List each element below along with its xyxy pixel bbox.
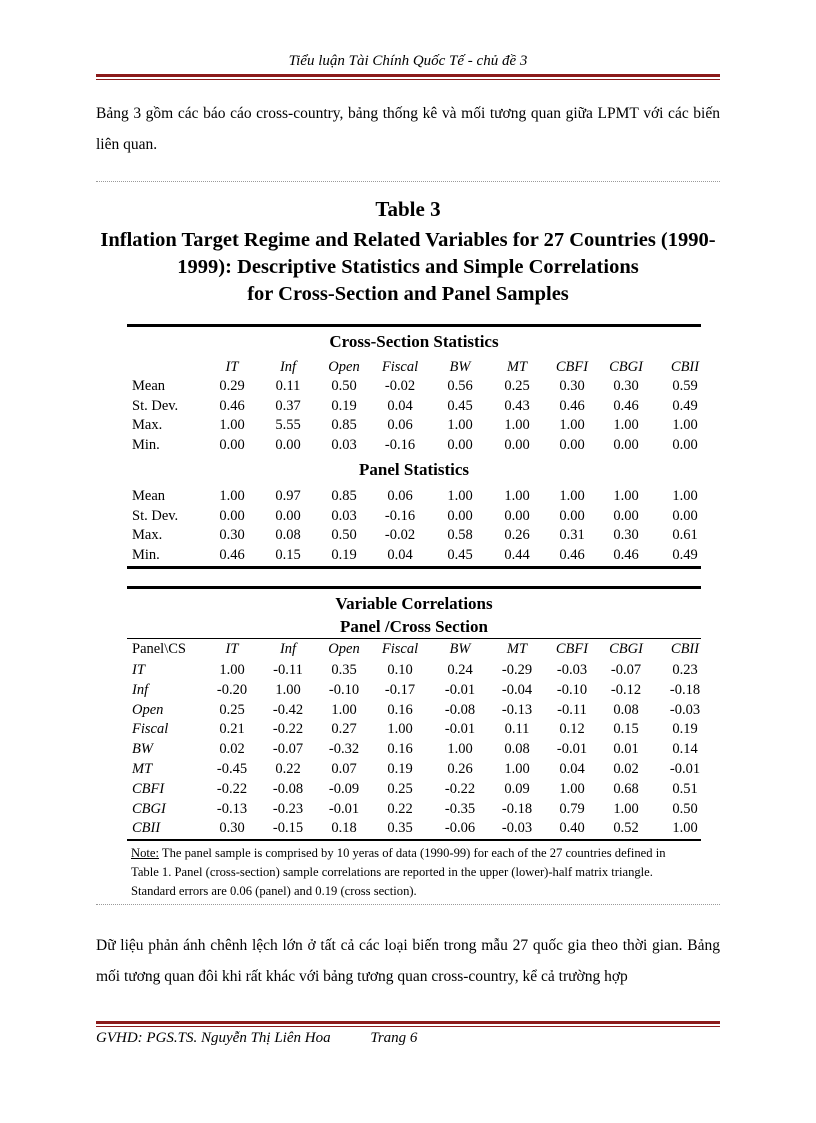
- table-cell: 1.00: [559, 780, 585, 797]
- table-cell: 0.23: [672, 662, 698, 678]
- table-cell: 0.58: [447, 527, 473, 544]
- column-header: CBII: [670, 641, 700, 657]
- table-cell: 0.30: [613, 527, 639, 544]
- table-cell: 1.00: [504, 417, 530, 434]
- table-cell: 0.14: [672, 741, 698, 758]
- table-cell: 0.25: [387, 780, 413, 797]
- table-cell: 0.37: [275, 397, 301, 414]
- table-cell: 0.00: [559, 437, 585, 454]
- table-cell: 0.50: [331, 527, 357, 544]
- table-cell: 0.00: [672, 507, 698, 524]
- table-note: [131, 844, 701, 901]
- table-cell: 0.30: [613, 378, 639, 394]
- row-label: Mean: [132, 488, 166, 504]
- table-cell: 0.44: [504, 547, 530, 564]
- table-cell: 1.00: [219, 417, 245, 434]
- column-header: Inf: [279, 641, 297, 657]
- panel-row: [127, 527, 701, 547]
- column-header: IT: [225, 359, 239, 375]
- table-title-line-3: for Cross-Section and Panel Samples: [247, 283, 569, 305]
- corr-bottom-rule: [127, 839, 701, 841]
- table-cell: 1.00: [613, 417, 639, 434]
- corr-row: [127, 781, 701, 801]
- footer-advisor: GVHD: PGS.TS. Nguyễn Thị Liên Hoa: [96, 1030, 331, 1046]
- table-cell: -0.03: [669, 701, 701, 718]
- table-cell: 0.18: [331, 820, 357, 837]
- table-cell: 0.61: [672, 527, 698, 544]
- table-cell: 0.11: [275, 378, 301, 394]
- stats-bottom-rule: [127, 566, 701, 569]
- intro-paragraph: Bảng 3 gồm các báo cáo cross-country, bảng thống kê và mối tương quan giữa LPMT với các biến liên quan.: [96, 105, 720, 153]
- corr-row: [127, 682, 701, 702]
- row-label: IT: [132, 662, 145, 678]
- row-label: CBII: [132, 820, 161, 837]
- table-cell: -0.13: [501, 701, 533, 718]
- table-cell: -0.17: [384, 681, 416, 698]
- table-cell: -0.35: [444, 800, 476, 817]
- table-cell: 0.00: [504, 437, 530, 454]
- panel-heading: Panel Statistics: [358, 460, 470, 479]
- table-cell: -0.01: [556, 741, 588, 758]
- table-cell: 1.00: [504, 761, 530, 777]
- page-header-title: Tiểu luận Tài Chính Quốc Tế - chủ đề 3: [288, 53, 528, 69]
- table-cell: 0.16: [387, 741, 413, 758]
- column-header: Fiscal: [381, 641, 419, 657]
- table-cell: 0.08: [613, 701, 639, 718]
- row-label: CBFI: [132, 780, 165, 797]
- note-line-1: The panel sample is comprised by 10 yeras of data (1990-99) for each of the 27 countries defined in: [158, 846, 666, 860]
- table-cell: 0.00: [447, 437, 473, 454]
- table-cell: 0.19: [331, 547, 357, 564]
- table-cell: -0.13: [216, 800, 248, 817]
- column-header: CBFI: [555, 359, 589, 375]
- row-label: Mean: [132, 378, 166, 394]
- table-cell: -0.02: [384, 527, 416, 544]
- table-cell: 0.25: [504, 378, 530, 394]
- table-cell: 0.46: [559, 547, 585, 564]
- table-cell: 1.00: [387, 721, 413, 738]
- table-cell: 0.04: [387, 547, 413, 564]
- panel-row: [127, 488, 701, 508]
- table-cell: 0.30: [219, 527, 245, 544]
- figure-top-border: [96, 181, 720, 182]
- table-cell: 0.03: [331, 507, 357, 524]
- cross-section-row: [127, 437, 701, 457]
- table-cell: 0.27: [331, 721, 357, 738]
- table-cell: 0.01: [613, 741, 639, 758]
- table-cell: 0.25: [219, 701, 245, 718]
- table-cell: 0.43: [504, 397, 530, 414]
- corr-row: [127, 741, 701, 761]
- table-cell: 0.59: [672, 378, 698, 394]
- table-cell: 0.12: [559, 721, 585, 738]
- table-cell: 0.40: [559, 820, 585, 837]
- row-label: MT: [132, 761, 153, 777]
- table-cell: 0.35: [387, 820, 413, 837]
- table-cell: 0.04: [387, 397, 413, 414]
- table-cell: -0.18: [501, 800, 533, 817]
- table-cell: 0.19: [387, 761, 413, 777]
- corr-row: [127, 662, 701, 682]
- table-cell: 0.00: [504, 507, 530, 524]
- column-header-row: [127, 359, 701, 379]
- outro-paragraph: Dữ liệu phản ánh chênh lệch lớn ở tất cả các loại biến trong mẫu 27 quốc gia theo thời gian. Bảng mối tương quan đôi khi rất khác với bảng tương quan cross-country, kể cả trường hợp: [96, 937, 720, 985]
- table-cell: 0.22: [387, 800, 413, 817]
- cross-section-row: [127, 398, 701, 418]
- table-cell: -0.01: [444, 681, 476, 698]
- table-cell: 0.24: [447, 662, 473, 678]
- header-rule-thin: [96, 79, 720, 80]
- table-cell: -0.15: [272, 820, 304, 837]
- column-header: BW: [449, 641, 471, 657]
- table-cell: 0.00: [672, 437, 698, 454]
- column-header: CBGI: [609, 359, 643, 375]
- table-cell: 0.10: [387, 662, 413, 678]
- header-rule: [96, 74, 720, 77]
- note-label: Note:: [131, 846, 159, 860]
- panel-row: [127, 508, 701, 528]
- table-cell: 0.00: [275, 507, 301, 524]
- table-cell: 0.45: [447, 547, 473, 564]
- table-cell: -0.20: [216, 681, 248, 698]
- table-cell: 0.21: [219, 721, 245, 738]
- table-cell: -0.06: [444, 820, 476, 837]
- table-cell: -0.03: [556, 662, 588, 678]
- table-cell: 1.00: [672, 417, 698, 434]
- table-cell: 0.46: [559, 397, 585, 414]
- table-cell: 0.31: [559, 527, 585, 544]
- table-cell: 0.79: [559, 800, 585, 817]
- table-cell: 1.00: [275, 681, 301, 698]
- table-cell: 0.26: [447, 761, 473, 777]
- table-cell: 0.00: [447, 507, 473, 524]
- table-cell: -0.01: [669, 761, 701, 777]
- table-cell: 0.02: [219, 741, 245, 758]
- table-cell: 0.16: [387, 701, 413, 718]
- table-cell: 0.29: [219, 378, 245, 394]
- table-cell: -0.01: [328, 800, 360, 817]
- column-header: CBGI: [609, 641, 643, 657]
- table-cell: 0.00: [219, 437, 245, 454]
- row-label: Fiscal: [132, 721, 169, 738]
- footer-rule-thin: [96, 1026, 720, 1027]
- corr-row: [127, 820, 701, 840]
- column-header: Open: [328, 359, 360, 375]
- table-cell: 1.00: [219, 662, 245, 678]
- table-cell: -0.09: [328, 780, 360, 797]
- table-cell: 0.49: [672, 547, 698, 564]
- table-cell: -0.07: [272, 741, 304, 758]
- cross-section-row: [127, 417, 701, 437]
- corr-column-header-row: [127, 641, 701, 661]
- row-label: CBGI: [132, 800, 166, 817]
- table-cell: 1.00: [447, 488, 473, 504]
- row-label: St. Dev.: [132, 397, 179, 414]
- table-cell: 1.00: [219, 488, 245, 504]
- table-cell: -0.45: [216, 761, 248, 777]
- table-cell: -0.07: [610, 662, 642, 678]
- column-header: CBII: [670, 359, 700, 375]
- table-cell: 0.45: [447, 397, 473, 414]
- table-cell: -0.16: [384, 507, 416, 524]
- table-cell: 0.19: [672, 721, 698, 738]
- corr-row: [127, 801, 701, 821]
- table-cell: 0.00: [559, 507, 585, 524]
- table-cell: 0.08: [504, 741, 530, 758]
- table-cell: 0.35: [331, 662, 357, 678]
- table-cell: 1.00: [504, 488, 530, 504]
- table-cell: -0.11: [273, 662, 303, 678]
- table-cell: 0.06: [387, 417, 413, 434]
- table-cell: 0.00: [275, 437, 301, 454]
- table-cell: 0.15: [275, 547, 301, 564]
- table-cell: -0.03: [501, 820, 533, 837]
- table-cell: 0.22: [275, 761, 301, 777]
- table-cell: 1.00: [613, 800, 639, 817]
- table-cell: 0.46: [613, 397, 639, 414]
- table-cell: 5.55: [275, 417, 301, 434]
- table-cell: 0.46: [219, 547, 245, 564]
- table-cell: 0.85: [331, 488, 357, 504]
- table-cell: 0.49: [672, 397, 698, 414]
- corr-row: [127, 702, 701, 722]
- corr-row: [127, 761, 701, 781]
- column-header: MT: [506, 641, 528, 657]
- table-cell: 0.51: [672, 780, 698, 797]
- table-cell: 0.30: [219, 820, 245, 837]
- column-header: IT: [225, 641, 239, 657]
- column-header: BW: [449, 359, 471, 375]
- row-label: Min.: [132, 547, 160, 564]
- table-cell: 0.50: [672, 800, 698, 817]
- table-cell: -0.23: [272, 800, 304, 817]
- row-label: Max.: [132, 527, 163, 544]
- table-cell: 0.85: [331, 417, 357, 434]
- row-label: St. Dev.: [132, 507, 179, 524]
- table-cell: 0.46: [613, 547, 639, 564]
- row-label: Min.: [132, 437, 160, 454]
- corr-top-rule: [127, 586, 701, 589]
- table-cell: 0.11: [504, 721, 530, 738]
- corr-row: [127, 721, 701, 741]
- table-title-line-2: 1999): Descriptive Statistics and Simple Correlations: [177, 256, 639, 278]
- table-cell: 1.00: [672, 820, 698, 837]
- note-line-3: Standard errors are 0.06 (panel) and 0.19 (cross section).: [131, 884, 417, 898]
- table-cell: -0.16: [384, 437, 416, 454]
- note-line-2: Table 1. Panel (cross-section) sample correlations are reported in the upper (lower)-half matrix triangle.: [131, 865, 653, 879]
- table-cell: 0.00: [613, 437, 639, 454]
- table-cell: -0.32: [328, 741, 360, 758]
- table-cell: 0.52: [613, 820, 639, 837]
- table-cell: 0.97: [275, 488, 301, 504]
- row-label: Max.: [132, 417, 163, 434]
- table-cell: 0.15: [613, 721, 639, 738]
- table-cell: -0.22: [272, 721, 304, 738]
- table-cell: 1.00: [559, 417, 585, 434]
- table-cell: 0.07: [331, 761, 357, 777]
- page-footer: [96, 1030, 453, 1047]
- stats-top-rule: [127, 324, 701, 327]
- table-cell: 0.04: [559, 761, 585, 777]
- table-cell: -0.08: [444, 701, 476, 718]
- table-cell: -0.08: [272, 780, 304, 797]
- column-header: Inf: [279, 359, 297, 375]
- column-header: MT: [506, 359, 528, 375]
- table-cell: -0.22: [216, 780, 248, 797]
- table-title-line-1: Inflation Target Regime and Related Variables for 27 Countries (1990-: [100, 229, 716, 251]
- footer-rule: [96, 1021, 720, 1024]
- corr-header-rule: [127, 638, 701, 639]
- table-cell: -0.12: [610, 681, 642, 698]
- table-cell: 0.00: [219, 507, 245, 524]
- table-cell: 0.06: [387, 488, 413, 504]
- row-label: BW: [132, 741, 153, 758]
- table-cell: 0.19: [331, 397, 357, 414]
- corr-heading-1: Variable Correlations: [335, 594, 493, 613]
- row-label: Open: [132, 701, 164, 718]
- table-cell: -0.01: [444, 721, 476, 738]
- panel-row: [127, 547, 701, 567]
- table-cell: -0.18: [669, 681, 701, 698]
- table-cell: 0.50: [331, 378, 357, 394]
- table-cell: 0.46: [219, 397, 245, 414]
- table-cell: 0.02: [613, 761, 639, 777]
- table-cell: 0.03: [331, 437, 357, 454]
- table-cell: -0.11: [557, 701, 587, 718]
- table-cell: -0.22: [444, 780, 476, 797]
- table-cell: 1.00: [559, 488, 585, 504]
- row-label: Inf: [132, 681, 149, 698]
- column-header: CBFI: [555, 641, 589, 657]
- table-cell: -0.29: [501, 662, 533, 678]
- table-cell: 1.00: [331, 701, 357, 718]
- table-cell: -0.02: [384, 378, 416, 394]
- table-cell: 0.08: [275, 527, 301, 544]
- table-label: Table 3: [375, 197, 441, 221]
- column-header: Open: [328, 641, 360, 657]
- corr-corner-label: Panel\CS: [132, 641, 186, 657]
- table-cell: -0.42: [272, 701, 304, 718]
- table-cell: -0.04: [501, 681, 533, 698]
- table-cell: 0.68: [613, 780, 639, 797]
- table-cell: 0.26: [504, 527, 530, 544]
- figure-bottom-border: [96, 904, 720, 905]
- table-cell: 1.00: [447, 417, 473, 434]
- table-cell: 0.00: [613, 507, 639, 524]
- cross-section-heading: Cross-Section Statistics: [329, 332, 499, 351]
- table-cell: 1.00: [672, 488, 698, 504]
- table-cell: 1.00: [447, 741, 473, 758]
- corr-heading-2: Panel /Cross Section: [340, 617, 488, 636]
- table-cell: -0.10: [328, 681, 360, 698]
- table-cell: 0.09: [504, 780, 530, 797]
- table-cell: 0.56: [447, 378, 473, 394]
- table-cell: 1.00: [613, 488, 639, 504]
- table-cell: 0.30: [559, 378, 585, 394]
- footer-page-number: Trang 6: [370, 1030, 418, 1046]
- cross-section-row: [127, 378, 701, 398]
- column-header: Fiscal: [381, 359, 419, 375]
- table-cell: -0.10: [556, 681, 588, 698]
